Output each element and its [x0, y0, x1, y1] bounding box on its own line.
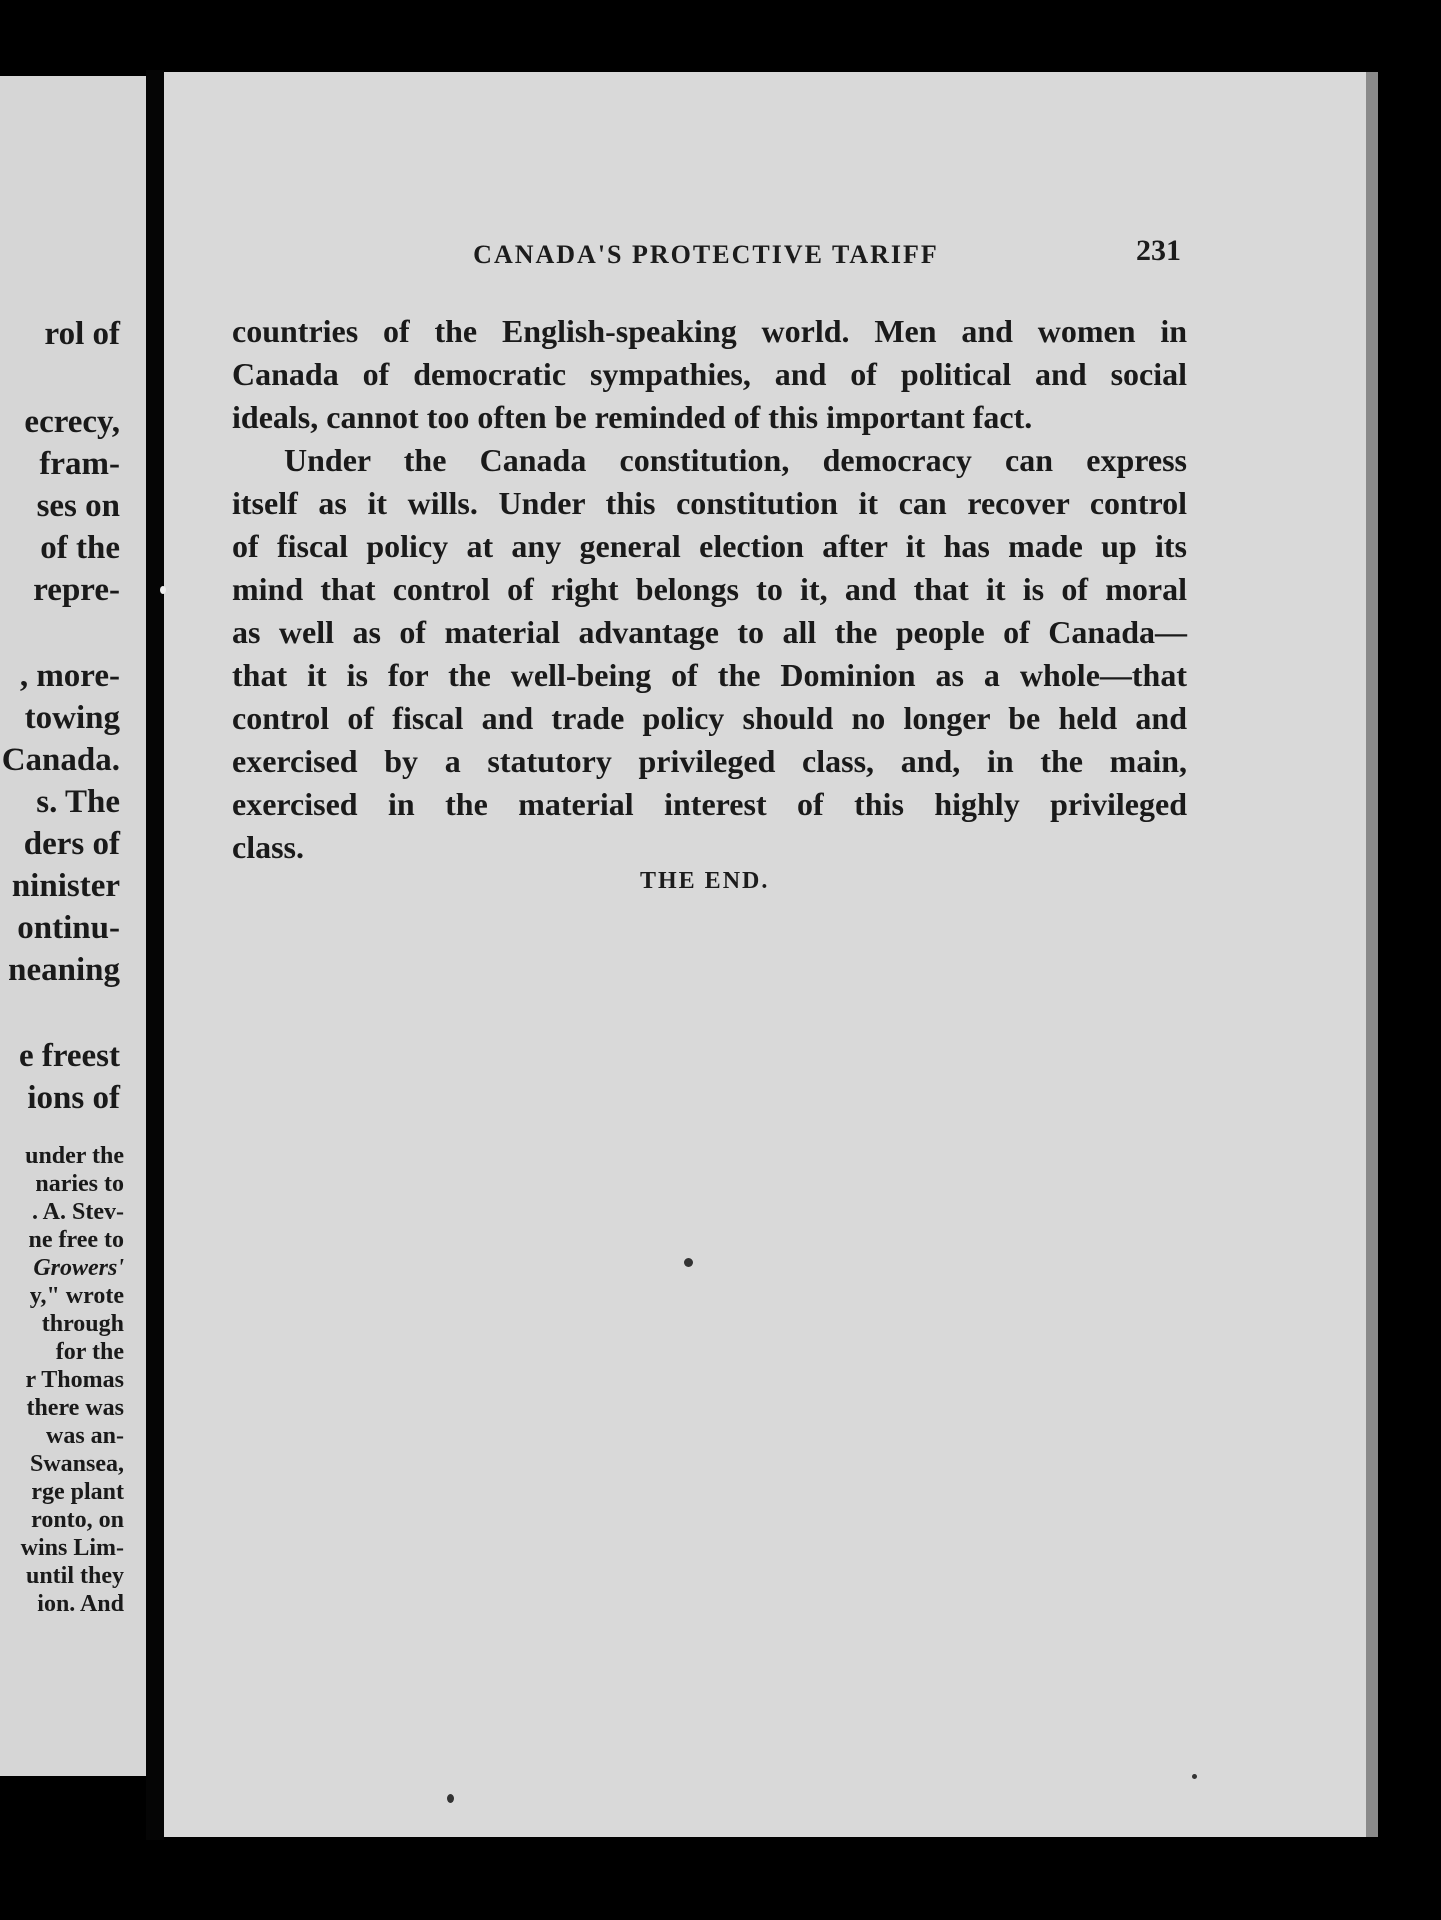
left-page-footnote-line: y," wrote [29, 1283, 124, 1309]
left-page-line: s. The [36, 784, 120, 820]
running-head: CANADA'S PROTECTIVE TARIFF [473, 240, 939, 269]
left-page-footnote-line: r Thomas [25, 1367, 124, 1393]
left-page-line: e freest [18, 1038, 120, 1074]
left-page-footnote-line: there was [26, 1395, 124, 1421]
page-edge [1366, 72, 1378, 1837]
text-line: that it is for the well-being of the Dominion as a whole—that [232, 657, 1187, 693]
scan-speck [684, 1258, 693, 1267]
left-page-footnote-line: under the [25, 1143, 124, 1169]
left-page-footnote-line: through [41, 1311, 124, 1337]
left-page-line: ninister [11, 868, 120, 904]
left-page-line: rol of [44, 316, 120, 352]
text-line: itself as it wills. Under this constitution it can recover control [232, 485, 1187, 521]
left-page-footnote-line: ion. And [37, 1591, 124, 1617]
book-spine [146, 70, 164, 1840]
text-line: control of fiscal and trade policy should no longer be held and [232, 700, 1187, 736]
text-line: class. [232, 829, 304, 865]
text-line: exercised by a statutory privileged class, and, in the main, [232, 743, 1187, 779]
left-page-footnote-line: . A. Stev- [32, 1199, 124, 1225]
left-facing-page [0, 76, 146, 1776]
left-page-footnote-line: wins Lim- [20, 1535, 124, 1561]
scan-speck [160, 586, 166, 594]
left-page-footnote-line: ronto, on [31, 1507, 124, 1533]
left-page-line: neaning [8, 952, 120, 988]
left-page-line: Canada. [1, 742, 120, 778]
left-page-footnote-line: Swansea, [29, 1451, 124, 1477]
left-page-footnote-line: ne free to [28, 1227, 124, 1253]
left-page-footnote-line: was an- [45, 1423, 124, 1449]
text-line: ideals, cannot too often be reminded of this important fact. [232, 399, 1033, 435]
scan-speck [1192, 1774, 1197, 1779]
left-page-line: , more- [19, 658, 120, 694]
left-page-footnote-line: naries to [35, 1171, 124, 1197]
body-text [232, 310, 1187, 869]
left-page-line: ders of [23, 826, 120, 862]
left-page-footnote-line: Growers' [33, 1255, 124, 1281]
left-page-line: ontinu- [17, 910, 120, 946]
text-line: exercised in the material interest of this highly privileged [232, 786, 1187, 822]
text-line: mind that control of right belongs to it, and that it is of moral [232, 571, 1187, 607]
left-page-footnote-line: for the [55, 1339, 124, 1365]
scan-speck [447, 1794, 454, 1803]
text-line: Under the Canada constitution, democracy can express [284, 442, 1187, 478]
left-page-line: fram- [39, 446, 120, 482]
left-page-line: of the [40, 530, 120, 566]
the-end-label: THE END. [640, 868, 770, 894]
text-line: countries of the English-speaking world. Men and women in [232, 313, 1187, 349]
left-page-line: ions of [27, 1080, 120, 1116]
left-page-footnote-line: rge plant [31, 1479, 124, 1505]
text-line: as well as of material advantage to all the people of Canada— [232, 614, 1187, 650]
left-page-line: towing [24, 700, 120, 736]
text-line: of fiscal policy at any general election after it has made up its [232, 528, 1187, 564]
left-page-line: ses on [36, 488, 120, 524]
left-page-line: ecrecy, [24, 404, 120, 440]
left-page-footnote-line: until they [25, 1563, 124, 1589]
text-line: Canada of democratic sympathies, and of political and social [232, 356, 1187, 392]
page-number: 231 [1136, 234, 1181, 267]
left-page-line: repre- [33, 572, 120, 608]
